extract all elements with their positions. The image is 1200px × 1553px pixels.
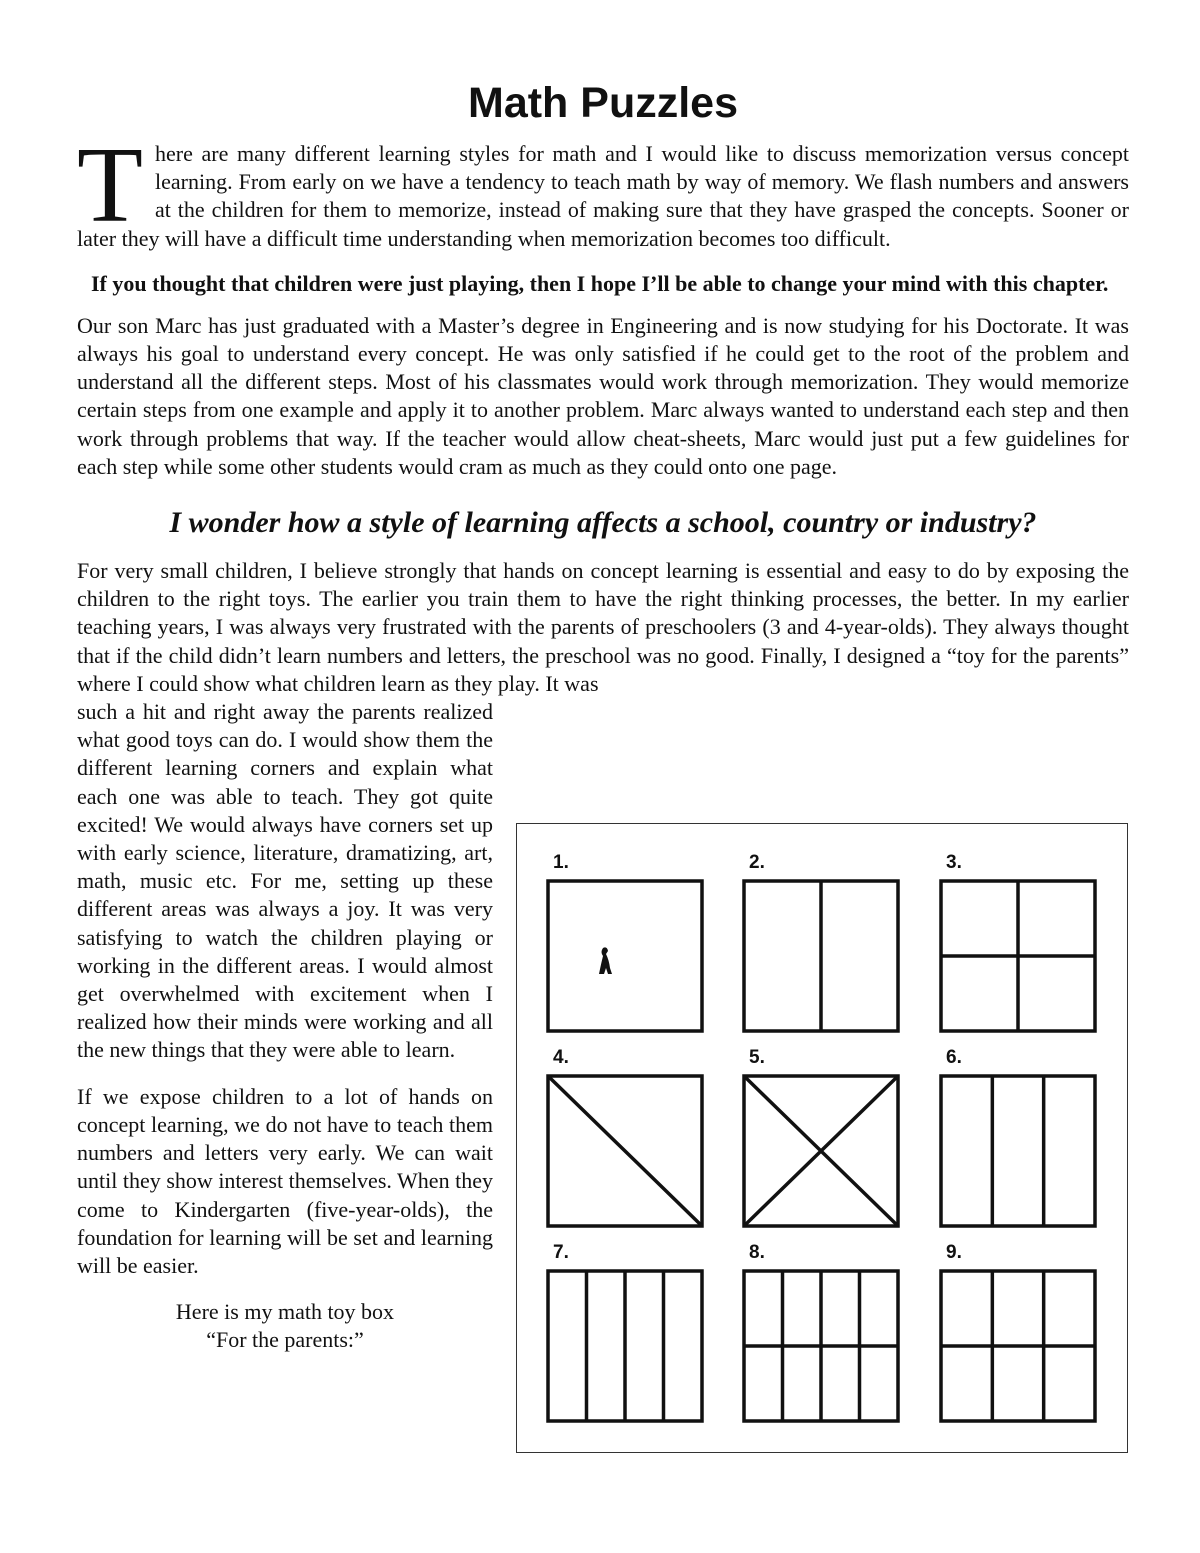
puzzle-number: 7.	[553, 1242, 569, 1263]
puzzle-figure	[516, 823, 1128, 1453]
closing-line-2: “For the parents:”	[206, 1327, 364, 1353]
puzzle-shape-quarters-grid	[938, 878, 1098, 1034]
puzzle-2	[713, 824, 903, 1020]
intro-paragraph	[77, 126, 1129, 253]
puzzle-shape-halves-vertical	[741, 878, 901, 1034]
puzzle-1	[517, 824, 707, 1020]
puzzle-9	[910, 1214, 1100, 1410]
toys-paragraph-3: If we expose children to a lot of hands on concept learning, we do not have to teach them numbers and letters very early. We can wait until they show interest themselves. When they come to Kindergarten (five-year-olds), the foundation for learning will be set and learning will be easier.	[77, 1083, 493, 1278]
diagonal-divider	[548, 1076, 702, 1226]
puzzle-number: 4.	[553, 1047, 569, 1068]
puzzle-number: 3.	[946, 852, 962, 873]
page-title: Math Puzzles	[468, 79, 738, 127]
square-outline	[941, 1076, 1095, 1226]
puzzle-number: 6.	[946, 1047, 962, 1068]
puzzle-number: 9.	[946, 1242, 962, 1263]
intro-text: here are many different learning styles for math and I would like to discuss memorization versus concept learning. From early on we have a tendency to teach math by way of memory. We flash numbers and answers at the children for them to memorize, instead of making sure that they have grasped the concepts. Sooner or later they will have a difficult time understanding when memorization becomes too difficult.	[77, 141, 1129, 251]
closing-line-1: Here is my math toy box	[175, 1299, 395, 1325]
puzzle-number: 8.	[749, 1242, 765, 1263]
puzzle-shape-sixths-grid	[938, 1268, 1098, 1424]
square-outline	[548, 881, 702, 1031]
puzzle-5	[713, 1019, 903, 1215]
toys-paragraph-1: For very small children, I believe strongly that hands on concept learning is essential and easy to do by exposing the children to the right toys. The earlier you train them to have the right thinking processes, the better. In my earlier teaching years, I was always very frustrated with the parents of preschoolers (3 and 4-year-olds). They always thought that if the child didn’t learn numbers and letters, the preschool was no good. Finally, I designed a “toy for the parents” where I could show what children learn as they play. It was	[77, 558, 1129, 696]
section-question: I wonder how a style of learning affects a school, country or industry?	[169, 506, 1037, 540]
closing-caption	[77, 1298, 493, 1354]
puzzle-7	[517, 1214, 707, 1410]
puzzle-shape-two-diagonals	[741, 1073, 901, 1229]
toys-paragraph-2: such a hit and right away the parents realized what good toys can do. I would show them the different learning corners and explain what each one was able to teach. They got quite excited! We would always have corners set up with early science, literature, dramatizing, art, math, music etc. For me, setting up these different areas was always a joy. It was very satisfying to watch the children playing or working in the different areas. I would almost get overwhelmed with excitement when I realized how their minds were working and all the new things that they were able to learn.	[77, 699, 493, 1063]
puzzle-shape-eighths-grid	[741, 1268, 901, 1424]
puzzle-8	[713, 1214, 903, 1410]
puzzle-shape-whole	[545, 878, 705, 1034]
puzzle-shape-thirds-vertical	[938, 1073, 1098, 1229]
puzzle-number: 2.	[749, 852, 765, 873]
puzzle-shape-fourths-vertical	[545, 1268, 705, 1424]
puzzle-6	[910, 1019, 1100, 1215]
puzzle-3	[910, 824, 1100, 1020]
puzzle-4	[517, 1019, 707, 1215]
puzzle-number: 1.	[553, 852, 569, 873]
chapter-highlight: If you thought that children were just playing, then I hope I’ll be able to change your mind with this chapter.	[91, 270, 1109, 296]
drop-cap: T	[77, 126, 143, 245]
puzzle-number: 5.	[749, 1047, 765, 1068]
puzzle-shape-diagonal	[545, 1073, 705, 1229]
marc-paragraph: Our son Marc has just graduated with a Master’s degree in Engineering and is now studying for his Doctorate. It was always his goal to understand every concept. He was only satisfied if he could get to the root of the problem and understand all the different steps. Most of his classmates would work through memorization. They would memorize certain steps from one example and apply it to another problem. Marc always wanted to understand each step and then work through problems that way. If the teacher would allow cheat-sheets, Marc would just put a few guidelines for each step while some other students would cram as much as they could onto one page.	[77, 312, 1129, 479]
